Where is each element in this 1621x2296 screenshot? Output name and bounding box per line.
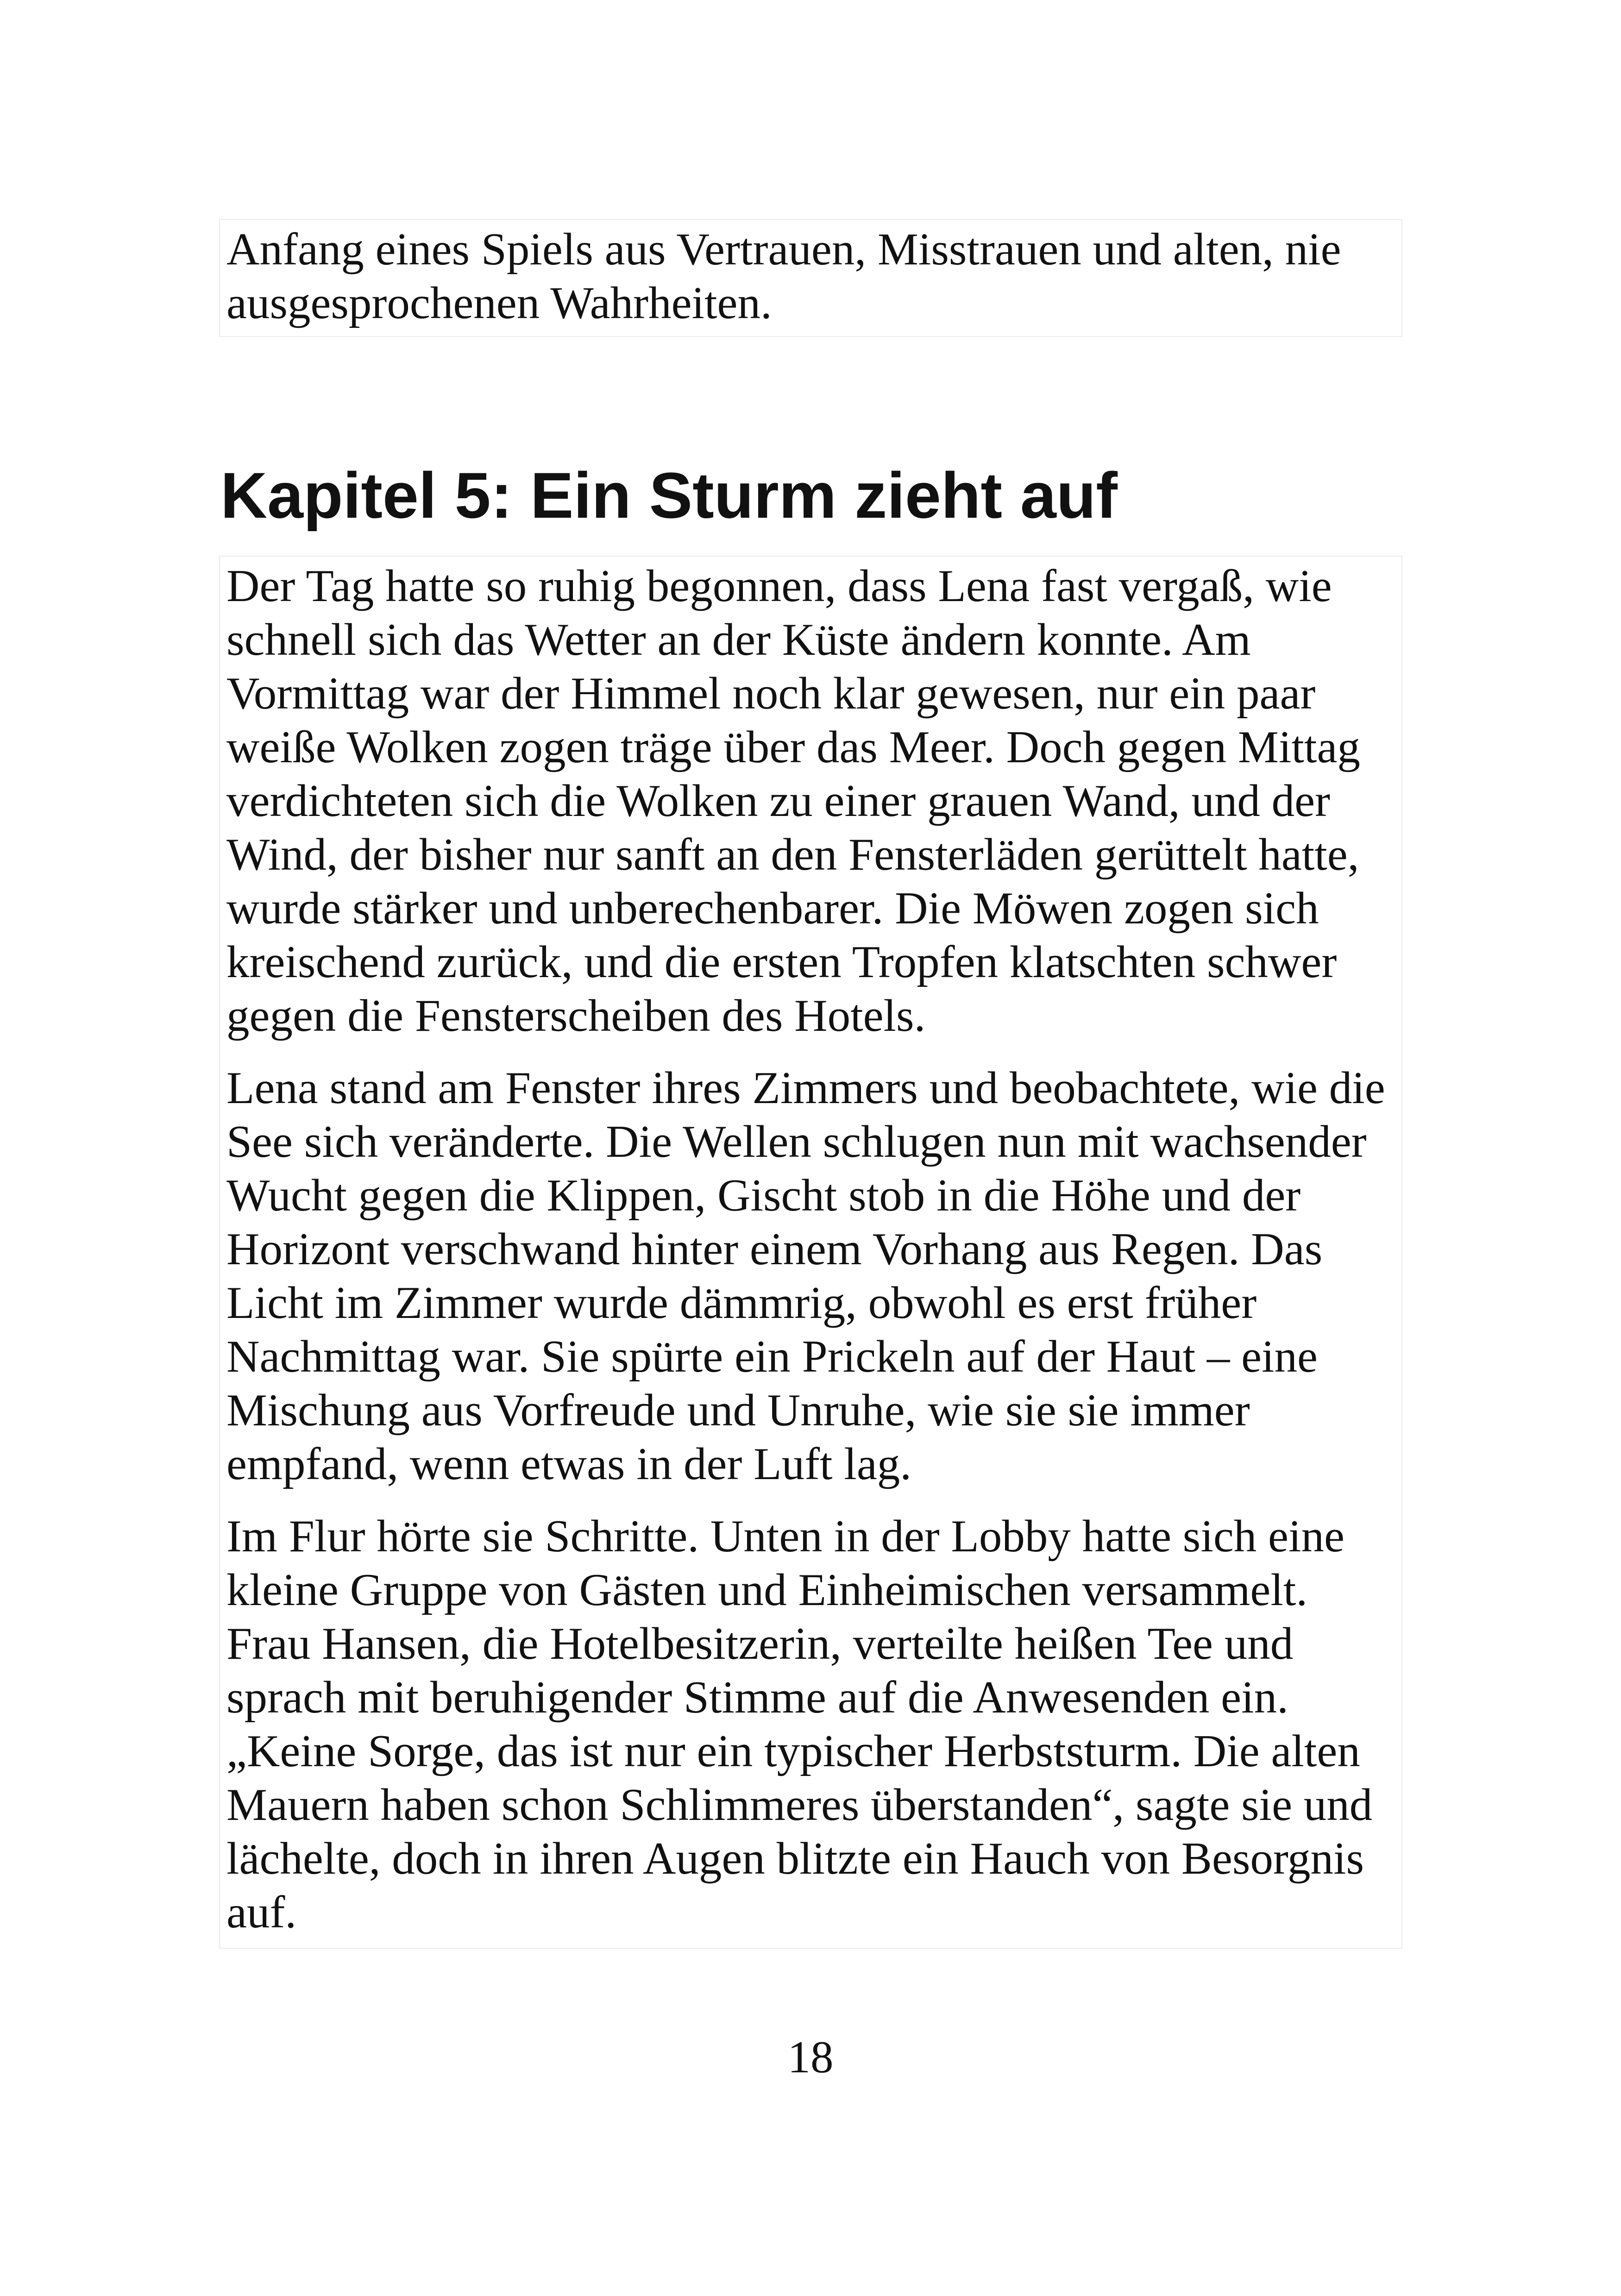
chapter-paragraph-3: Im Flur hörte sie Schritte. Unten in der Lobby hatte sich eine kleine Gruppe von Gästen und Einheimischen versammelt. Frau Hansen, die Hotelbesitzerin, verteilte heißen Tee und sprach mit beruhigender Stimme auf die Anwesenden ein. „Keine Sorge, das ist nur ein typischer Herbststurm. Die alten Mauern haben schon Schlimmeres überstanden“, sagte sie und lächelte, doch in ihren Augen blitzte ein Hauch von Besorgnis auf. — [226, 1511, 1373, 1938]
chapter-heading: Kapitel 5: Ein Sturm zieht auf — [220, 459, 1118, 532]
chapter-paragraph-2: Lena stand am Fenster ihres Zimmers und beobachtete, wie die See sich veränderte. Die Wellen schlugen nun mit wachsender Wucht gegen die Klippen, Gischt stob in die Höhe und der Horizont verschwand hinter einem Vorhang aus Regen. Das Licht im Zimmer wurde dämmrig, obwohl es erst früher Nachmittag war. Sie spürte ein Prickeln auf der Haut – eine Mischung aus Vorfreude und Unruhe, wie sie sie immer empfand, wenn etwas in der Luft lag. — [226, 1063, 1385, 1489]
chapter-paragraph-1: Der Tag hatte so ruhig begonnen, dass Lena fast vergaß, wie schnell sich das Wetter an der Küste ändern konnte. Am Vormittag war der Himmel noch klar gewesen, nur ein paar weiße Wolken zogen träge über das Meer. Doch gegen Mittag verdichteten sich die Wolken zu einer grauen Wand, und der Wind, der bisher nur sanft an den Fensterläden gerüttelt hatte, wurde stärker und unberechenbarer. Die Möwen zogen sich kreischend zurück, und die ersten Tropfen klatschten schwer gegen die Fensterscheiben des Hotels. — [226, 561, 1360, 1041]
page-number: 18 — [787, 2032, 834, 2083]
intro-text-frame — [219, 219, 1402, 337]
intro-paragraph: Anfang eines Spiels aus Vertrauen, Misstrauen und alten, nie ausgesprochenen Wahrheiten. — [226, 224, 1341, 328]
chapter-text-frame — [219, 556, 1402, 1949]
